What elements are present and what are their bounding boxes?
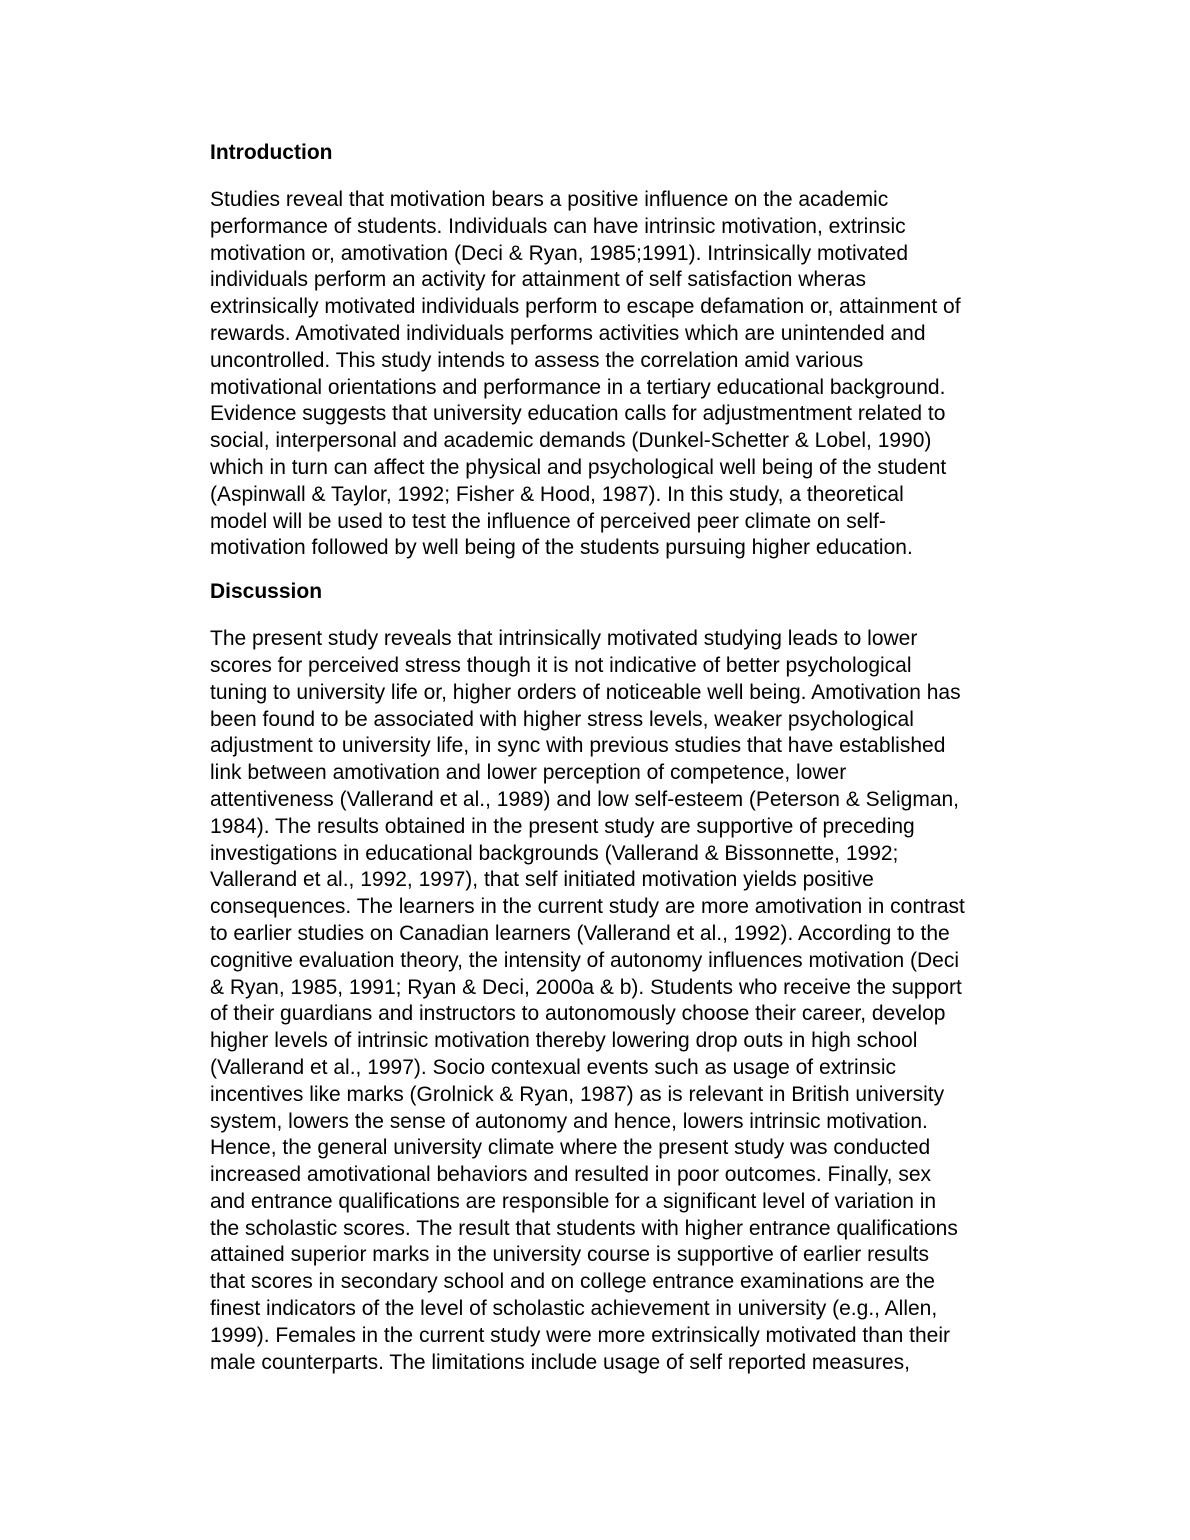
discussion-line: consequences. The learners in the current study are more amotivation in contrast (210, 895, 965, 919)
discussion-line: that scores in secondary school and on college entrance examinations are the (210, 1270, 935, 1294)
introduction-line: which in turn can affect the physical and psychological well being of the student (210, 455, 947, 479)
discussion-line: 1984). The results obtained in the present study are supportive of preceding (210, 814, 915, 838)
discussion-line: system, lowers the sense of autonomy and hence, lowers intrinsic motivation. (210, 1109, 928, 1133)
discussion-line: the scholastic scores. The result that students with higher entrance qualifications (210, 1216, 958, 1240)
introduction-line: motivation followed by well being of the students pursuing higher education. (210, 536, 913, 560)
discussion-line: increased amotivational behaviors and resulted in poor outcomes. Finally, sex (210, 1163, 931, 1187)
introduction-line: motivation or, amotivation (Deci & Ryan, 1985;1991). Intrinsically motivated (210, 241, 908, 265)
discussion-heading: Discussion (210, 580, 323, 604)
introduction-line: extrinsically motivated individuals perform to escape defamation or, attainment of (210, 295, 961, 319)
discussion-line: cognitive evaluation theory, the intensity of autonomy influences motivation (Deci (210, 948, 960, 972)
discussion-line: and entrance qualifications are responsible for a significant level of variation in (210, 1189, 937, 1213)
discussion-line: (Vallerand et al., 1997). Socio contexual events such as usage of extrinsic (210, 1055, 896, 1079)
introduction-heading: Introduction (210, 141, 333, 164)
introduction-line: motivational orientations and performance in a tertiary educational background. (210, 375, 946, 399)
discussion-line: finest indicators of the level of scholastic achievement in university (e.g., Allen, (210, 1297, 938, 1321)
introduction-line: model will be used to test the influence of perceived peer climate on self- (210, 509, 886, 533)
discussion-line: 1999). Females in the current study were more extrinsically motivated than their (210, 1323, 950, 1347)
discussion-line: adjustment to university life, in sync with previous studies that have established (210, 734, 946, 758)
introduction-line: individuals perform an activity for attainment of self satisfaction wheras (210, 268, 866, 292)
introduction-line: Evidence suggests that university education calls for adjustmentment related to (210, 402, 946, 426)
discussion-line: male counterparts. The limitations include usage of self reported measures, (210, 1350, 910, 1374)
discussion-line: The present study reveals that intrinsically motivated studying leads to lower (210, 627, 918, 651)
introduction-line: Studies reveal that motivation bears a positive influence on the academic (210, 188, 889, 211)
discussion-paragraph (210, 626, 1070, 1376)
introduction-paragraph (210, 187, 1070, 562)
discussion-line: link between amotivation and lower perception of competence, lower (210, 761, 847, 785)
introduction-line: uncontrolled. This study intends to assess the correlation amid various (210, 348, 864, 372)
discussion-line: & Ryan, 1985, 1991; Ryan & Deci, 2000a & b). Students who receive the support (210, 975, 962, 999)
discussion-line: attentiveness (Vallerand et al., 1989) and low self-esteem (Peterson & Seligman, (210, 787, 960, 811)
introduction-line: performance of students. Individuals can have intrinsic motivation, extrinsic (210, 214, 906, 238)
introduction-line: rewards. Amotivated individuals performs activities which are unintended and (210, 321, 926, 345)
discussion-line: tuning to university life or, higher orders of noticeable well being. Amotivation has (210, 680, 961, 704)
discussion-line: been found to be associated with higher stress levels, weaker psychological (210, 707, 914, 731)
discussion-line: investigations in educational backgrounds (Vallerand & Bissonnette, 1992; (210, 841, 899, 865)
discussion-line: attained superior marks in the university course is supportive of earlier results (210, 1243, 929, 1267)
discussion-line: Vallerand et al., 1992, 1997), that self initiated motivation yields positive (210, 868, 874, 892)
discussion-line: of their guardians and instructors to autonomously choose their career, develop (210, 1002, 946, 1026)
discussion-line: Hence, the general university climate where the present study was conducted (210, 1136, 931, 1160)
document-page (210, 140, 1070, 1393)
introduction-line: social, interpersonal and academic demands (Dunkel-Schetter & Lobel, 1990) (210, 429, 932, 453)
discussion-line: to earlier studies on Canadian learners (Vallerand et al., 1992). According to the (210, 921, 950, 945)
discussion-line: incentives like marks (Grolnick & Ryan, 1987) as is relevant in British university (210, 1082, 945, 1106)
introduction-line: (Aspinwall & Taylor, 1992; Fisher & Hood, 1987). In this study, a theoretical (210, 482, 904, 506)
discussion-line: higher levels of intrinsic motivation thereby lowering drop outs in high school (210, 1029, 918, 1053)
discussion-line: scores for perceived stress though it is not indicative of better psychological (210, 653, 912, 677)
